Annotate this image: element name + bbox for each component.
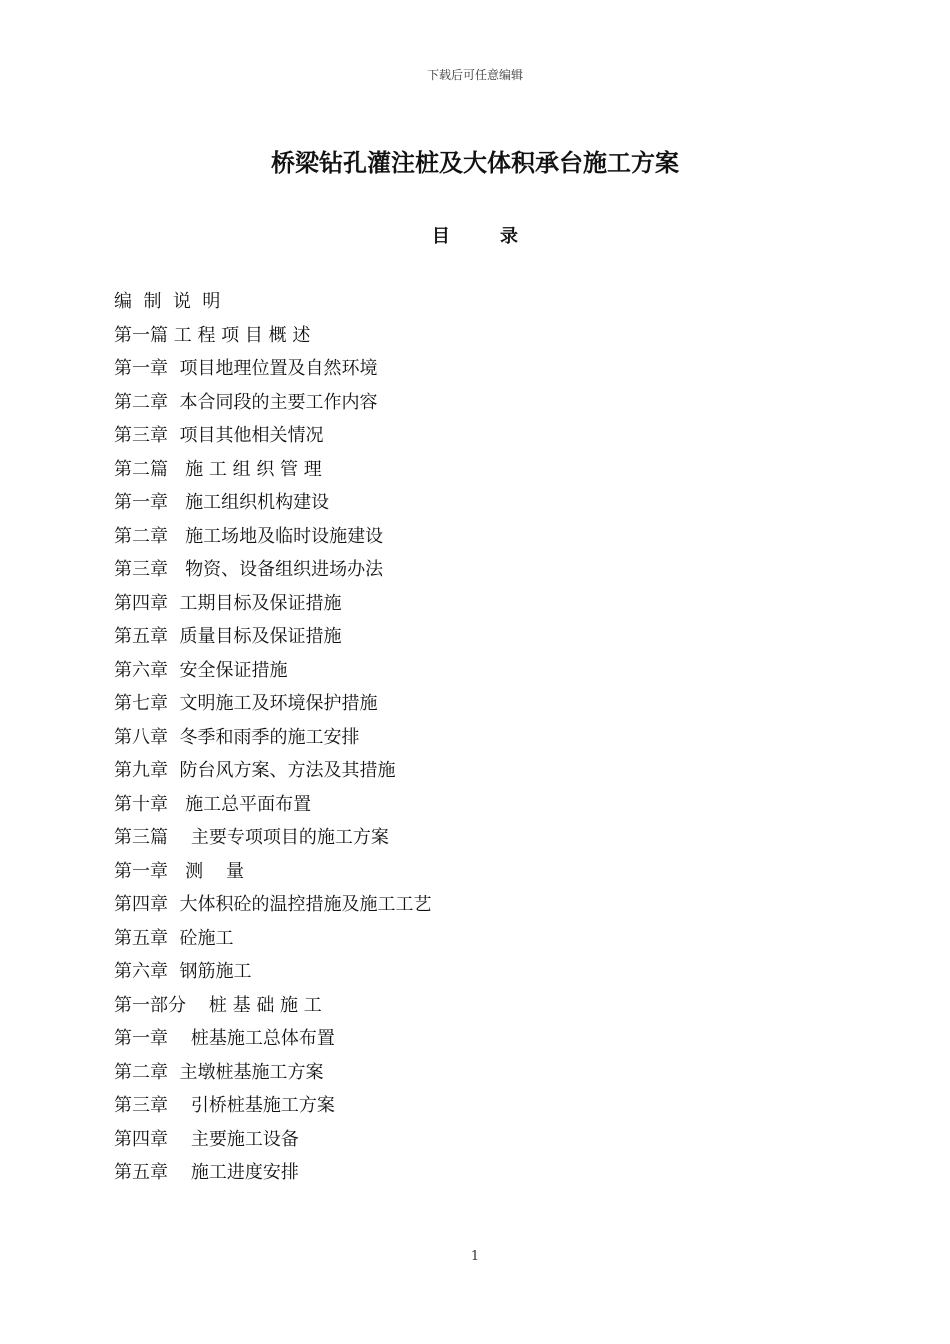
- toc-item: 第一章 测 量: [114, 860, 245, 882]
- page-number: 1: [470, 1249, 480, 1264]
- toc-item: 第六章 钢筋施工: [114, 961, 252, 982]
- toc-item: 第二章 主墩桩基施工方案: [114, 1061, 324, 1083]
- toc-item: 第九章 防台风方案、方法及其措施: [114, 760, 396, 781]
- toc-item: 第三章 引桥桩基施工方案: [114, 1095, 335, 1116]
- toc-item: 第七章 文明施工及环境保护措施: [114, 693, 378, 714]
- toc-item: 第四章 工期目标及保证措施: [114, 592, 342, 614]
- toc-item: 第二章 本合同段的主要工作内容: [114, 391, 378, 413]
- toc-item: 第二章 施工场地及临时设施建设: [114, 525, 384, 547]
- toc-heading: 目 录: [431, 226, 519, 247]
- toc-item: 第五章 施工进度安排: [114, 1162, 299, 1183]
- toc-item: 第六章 安全保证措施: [114, 659, 288, 681]
- toc-item: 第八章 冬季和雨季的施工安排: [114, 726, 360, 748]
- toc-item: 第二篇 施 工 组 织 管 理: [114, 458, 322, 480]
- toc-item: 第十章 施工总平面布置: [114, 793, 312, 815]
- toc-item: 第一篇 工 程 项 目 概 述: [114, 324, 311, 346]
- toc-item: 第三章 项目其他相关情况: [114, 425, 324, 446]
- toc-item: 第四章 大体积砼的温控措施及施工工艺: [114, 894, 432, 915]
- toc-item: 第一部分 桩 基 础 施 工: [114, 994, 322, 1016]
- toc-item: 第一章 施工组织机构建设: [114, 492, 330, 513]
- toc-item: 第五章 质量目标及保证措施: [114, 626, 342, 647]
- toc-item: 第四章 主要施工设备: [114, 1128, 299, 1150]
- table-of-contents: [114, 285, 834, 1190]
- toc-item: 第一章 桩基施工总体布置: [114, 1028, 335, 1049]
- toc-item: 第三篇 主要专项项目的施工方案: [114, 827, 389, 848]
- document-title: 桥梁钻孔灌注桩及大体积承台施工方案: [271, 148, 679, 177]
- toc-item: 第三章 物资、设备组织进场办法: [114, 559, 384, 580]
- toc-item: 第一章 项目地理位置及自然环境: [114, 358, 378, 379]
- page-header-note: 下载后可任意编辑: [426, 68, 523, 82]
- toc-item: 编 制 说 明: [114, 291, 221, 312]
- toc-item: 第五章 砼施工: [114, 927, 234, 949]
